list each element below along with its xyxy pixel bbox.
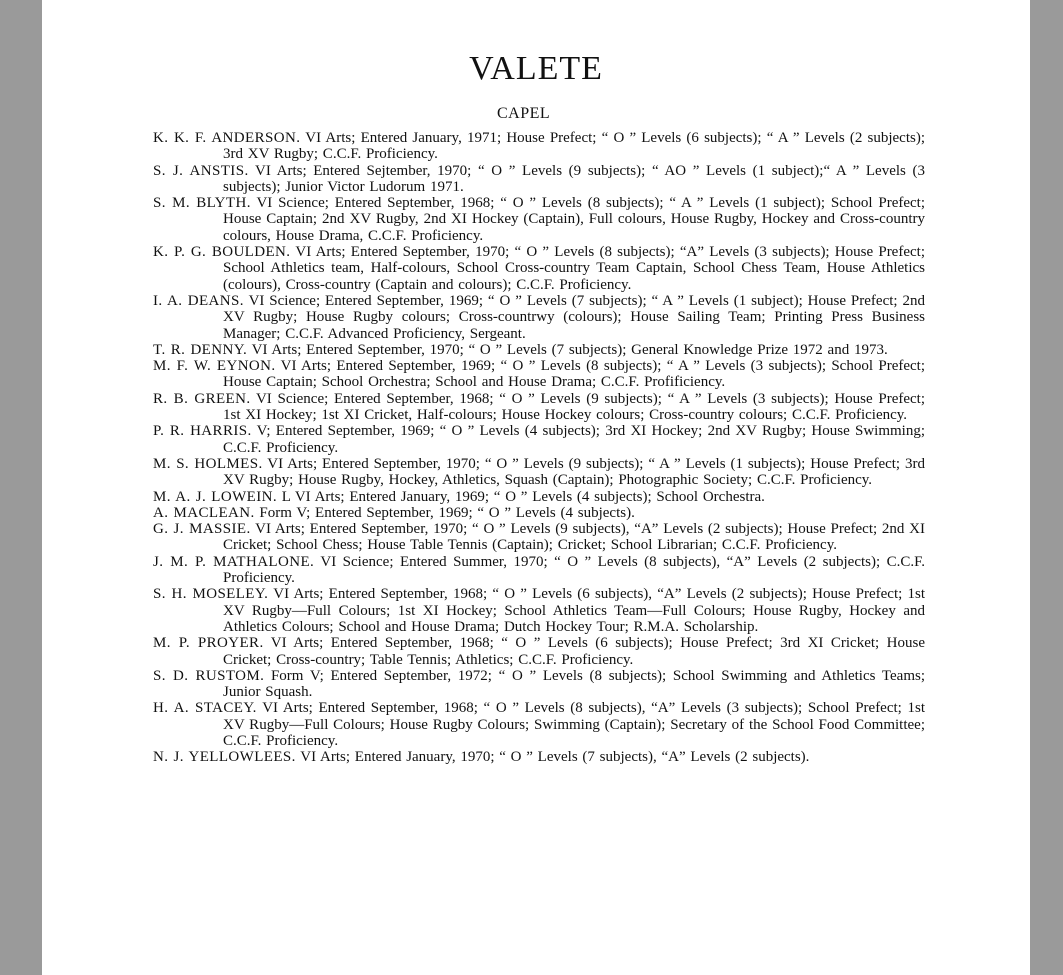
student-record: L VI Arts; Entered January, 1969; “ O ” Levels (4 subjects); School Orchestra. bbox=[281, 488, 765, 505]
student-name: S. J. ANSTIS. bbox=[153, 162, 249, 179]
student-name: M. F. W. EYNON. bbox=[153, 358, 276, 375]
student-record: VI Arts; Entered January, 1971; House Prefect; “ O ” Levels (6 subjects); “ A ” Levels (2 subjects); 3rd XV Rugby; C.C.F. Proficiency. bbox=[223, 130, 926, 163]
list-item bbox=[153, 668, 925, 701]
student-record: V; Entered September, 1969; “ O ” Levels (4 subjects); 3rd XI Hockey; 2nd XV Rugby; House Swimming; C.C.F. Proficiency. bbox=[223, 423, 925, 456]
section-heading: CAPEL bbox=[497, 105, 551, 122]
student-name: K. K. F. ANDERSON. bbox=[153, 130, 301, 146]
student-record: VI Arts; Entered January, 1970; “ O ” Levels (7 subjects), “A” Levels (2 subjects). bbox=[300, 749, 810, 766]
student-name: R. B. GREEN. bbox=[153, 390, 251, 407]
student-name: S. M. BLYTH. bbox=[153, 195, 251, 212]
student-name: S. D. RUSTOM. bbox=[153, 667, 265, 684]
list-item bbox=[153, 358, 925, 391]
student-record: VI Arts; Entered September, 1968; “ O ” Levels (6 subjects); House Prefect; 3rd XI Cricket; House Cricket; Cross-country; Table Tennis; Athletics; C.C.F. Proficiency. bbox=[223, 635, 925, 668]
list-item bbox=[153, 635, 925, 668]
student-record: VI Arts; Entered September, 1968; “ O ” Levels (8 subjects), “A” Levels (3 subjects); School Prefect; 1st XV Rugby—Full Colours; House Rugby Colours; Swimming (Captain); Secretary of the School Food Committee; C.C.F. Proficiency. bbox=[223, 700, 925, 749]
student-record: Form V; Entered September, 1972; “ O ” Levels (8 subjects); School Swimming and Athletics Teams; Junior Squash. bbox=[223, 667, 925, 701]
student-name: A. MACLEAN. bbox=[153, 504, 255, 521]
student-name: M. P. PROYER. bbox=[153, 635, 264, 652]
list-item bbox=[153, 342, 925, 358]
page-title: VALETE bbox=[469, 50, 603, 87]
list-item bbox=[153, 586, 925, 635]
student-record: VI Science; Entered September, 1968; “ O ” Levels (9 subjects); “ A ” Levels (3 subjects); House Prefect; 1st XI Hockey; 1st XI Cricket, Half-colours; House Hockey colours; Cross-country colours; C.C.F. Proficiency. bbox=[223, 390, 926, 424]
list-item bbox=[153, 489, 925, 505]
student-name: N. J. YELLOWLEES. bbox=[153, 749, 296, 766]
list-item bbox=[153, 244, 925, 293]
list-item bbox=[153, 163, 925, 196]
student-name: T. R. DENNY. bbox=[153, 341, 248, 358]
student-record: VI Science; Entered September, 1969; “ O ” Levels (7 subjects); “ A ” Levels (1 subject); House Prefect; 2nd XV Rugby; House Rugby colours; Cross-countrwy (colours); House Sailing Team; Printing Press Business Manager; C.C.F. Advanced Proficiency, Sergeant. bbox=[223, 292, 925, 342]
student-record: VI Arts; Entered September, 1970; “ O ” Levels (7 subjects); General Knowledge Prize 1972 and 1973. bbox=[251, 341, 888, 358]
student-name: M. A. J. LOWEIN. bbox=[153, 488, 277, 505]
student-name: S. H. MOSELEY. bbox=[153, 586, 269, 603]
list-item bbox=[153, 456, 925, 489]
student-record: VI Arts; Entered September, 1968; “ O ” Levels (6 subjects), “A” Levels (2 subjects); House Prefect; 1st XV Rugby—Full Colours; 1st XI Hockey; School Athletics Team—Full Colours; House Rugby, Hockey and Athletics Colours; School and House Drama; Dutch Hockey Tour; R.M.A. Scholarship. bbox=[223, 586, 925, 635]
student-name: G. J. MASSIE. bbox=[153, 521, 251, 538]
list-item bbox=[153, 195, 925, 244]
list-item bbox=[153, 521, 925, 554]
list-item bbox=[153, 130, 925, 163]
student-record: VI Arts; Entered September, 1970; “ O ” Levels (9 subjects); “ A ” Levels (1 subjects); House Prefect; 3rd XV Rugby; House Rugby, Hockey, Athletics, Squash (Captain); Photographic Society; C.C.F. Proficiency. bbox=[223, 455, 925, 489]
student-record: VI Arts; Entered September, 1969; “ O ” Levels (8 subjects); “ A ” Levels (3 subjects); School Prefect; House Captain; School Orchestra; School and House Drama; C.C.F. Profificiency. bbox=[223, 358, 926, 391]
list-item bbox=[153, 700, 925, 749]
list-item bbox=[153, 423, 925, 456]
student-record: VI Arts; Entered September, 1970; “ O ” Levels (9 subjects), “A” Levels (2 subjects); House Prefect; 2nd XI Cricket; School Chess; House Table Tennis (Captain); Cricket; School Librarian; C.C.F. Proficiency. bbox=[223, 521, 925, 554]
list-item bbox=[153, 391, 925, 424]
student-record: VI Arts; Entered Sejtember, 1970; “ O ” Levels (9 subjects); “ AO ” Levels (1 subject);“ A ” Levels (3 subjects); Junior Victor Ludorum 1971. bbox=[223, 162, 926, 195]
entry-list bbox=[153, 130, 925, 766]
student-record: Form V; Entered September, 1969; “ O ” Levels (4 subjects). bbox=[259, 504, 635, 521]
student-name: K. P. G. BOULDEN. bbox=[153, 244, 291, 261]
list-item bbox=[153, 554, 925, 587]
student-record: VI Arts; Entered September, 1970; “ O ” Levels (8 subjects); “A” Levels (3 subjects); House Prefect; School Athletics team, Half-colours, School Cross-country Team Captain, School Chess Team, House Athletics (colours), Cross-country (Captain and colours); C.C.F. Proficiency. bbox=[223, 244, 925, 293]
student-name: J. M. P. MATHALONE. bbox=[153, 553, 315, 570]
document-page bbox=[42, 0, 1030, 975]
student-name: P. R. HARRIS. bbox=[153, 423, 252, 440]
list-item bbox=[153, 749, 925, 765]
list-item bbox=[153, 505, 925, 521]
student-name: I. A. DEANS. bbox=[153, 292, 244, 309]
list-item bbox=[153, 293, 925, 342]
student-record: VI Science; Entered September, 1968; “ O ” Levels (8 subjects); “ A ” Levels (1 subject); School Prefect; House Captain; 2nd XV Rugby, 2nd XI Hockey (Captain), Full colours, House Rugby, Hockey and Cross-country colours, House Drama, C.C.F. Proficiency. bbox=[223, 195, 925, 244]
student-name: M. S. HOLMES. bbox=[153, 455, 263, 472]
student-record: VI Science; Entered Summer, 1970; “ O ” Levels (8 subjects), “A” Levels (2 subjects); C.C.F. Proficiency. bbox=[223, 553, 926, 587]
student-name: H. A. STACEY. bbox=[153, 700, 257, 717]
